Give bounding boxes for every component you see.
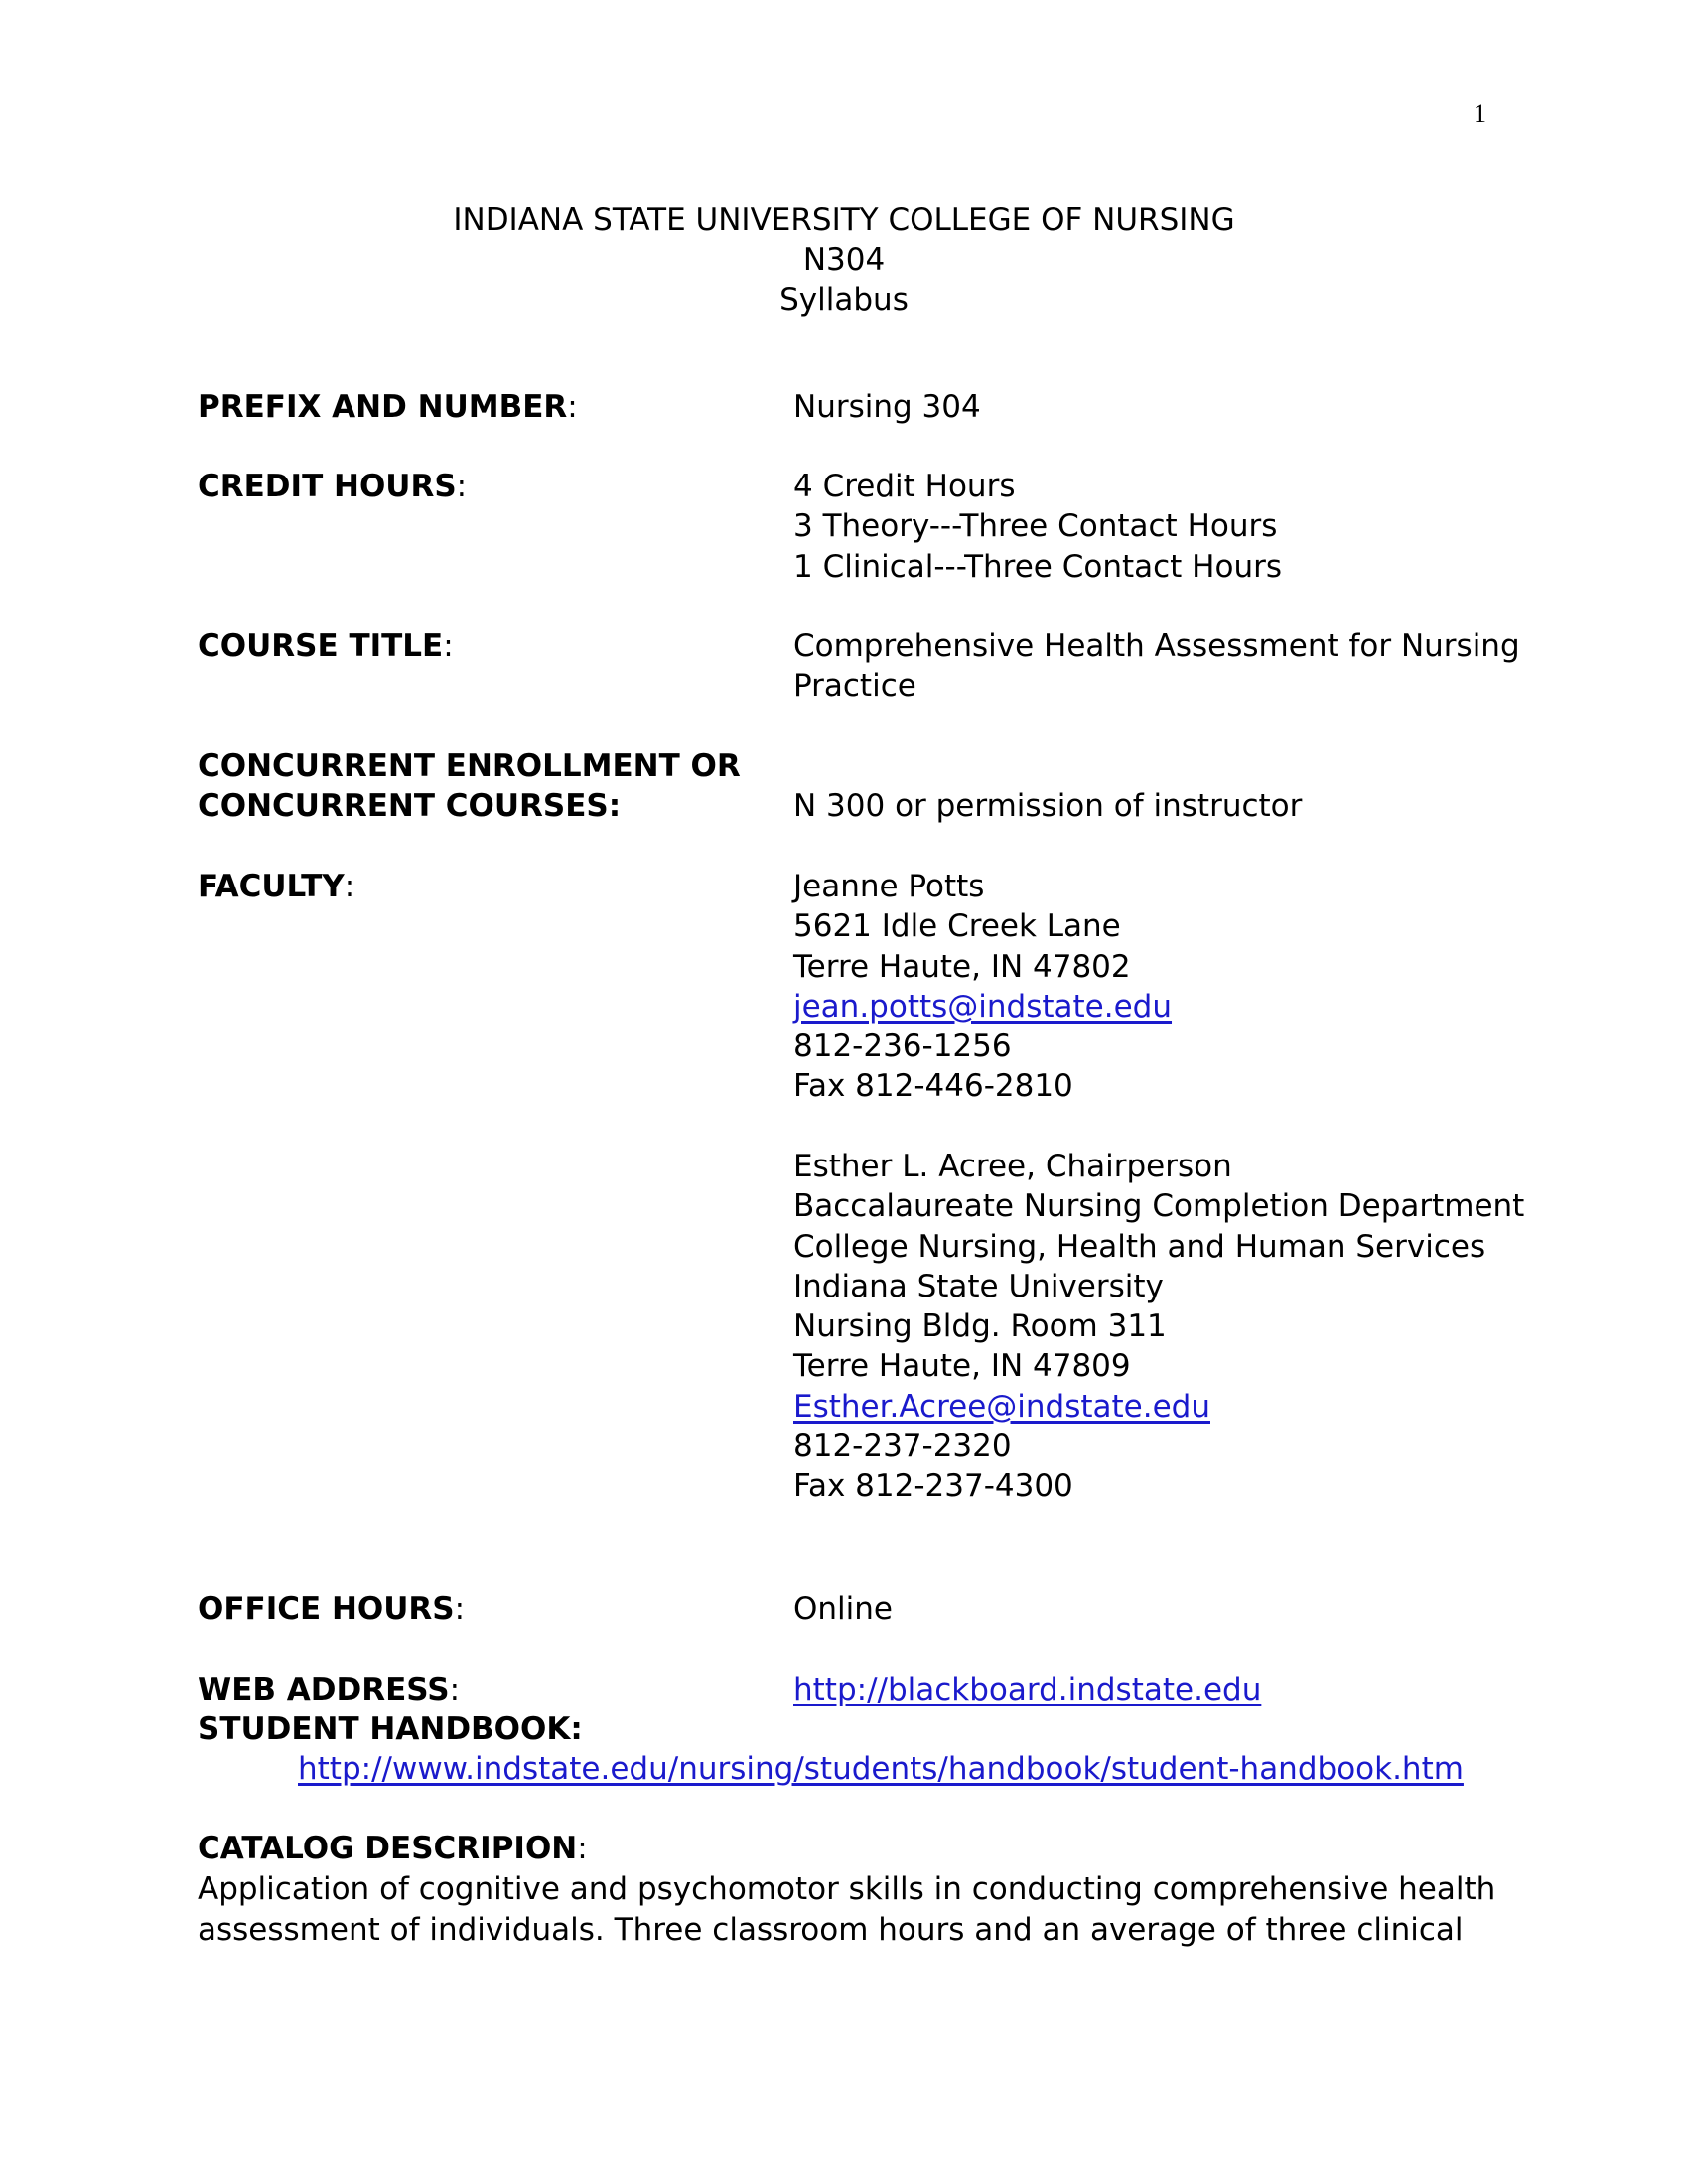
concurrent-label-line: CONCURRENT COURSES:	[198, 788, 622, 825]
course-title-line: Comprehensive Health Assessment for Nursing	[793, 628, 1520, 664]
prefix-value: Nursing 304	[793, 389, 981, 425]
chair-phone: 812-237-2320	[793, 1429, 1012, 1465]
credit-clinical: 1 Clinical---Three Contact Hours	[793, 548, 1283, 585]
web-address-label: WEB ADDRESS:	[198, 1672, 461, 1707]
office-hours-value: Online	[793, 1591, 893, 1627]
credit-total: 4 Credit Hours	[793, 469, 1016, 504]
syllabus-heading: Syllabus	[779, 282, 909, 318]
credit-label: CREDIT HOURS:	[198, 469, 468, 504]
page-number: 1	[1474, 99, 1486, 128]
faculty-name: Jeanne Potts	[793, 869, 985, 904]
faculty-email-link[interactable]: jean.potts@indstate.edu	[793, 988, 1173, 1024]
concurrent-label	[198, 747, 741, 827]
concurrent-label-line: CONCURRENT ENROLLMENT OR	[198, 749, 741, 784]
office-hours-label: OFFICE HOURS:	[198, 1591, 466, 1627]
faculty-fax: Fax 812-446-2810	[793, 1068, 1073, 1105]
prefix-label: PREFIX AND NUMBER:	[198, 389, 578, 425]
course-code-heading: N304	[802, 242, 886, 278]
faculty-phone: 812-236-1256	[793, 1028, 1012, 1065]
catalog-line: assessment of individuals. Three classroom hours and an average of three clinical	[198, 1911, 1464, 1948]
faculty-member-1	[793, 867, 1172, 1107]
student-handbook-link[interactable]: http://www.indstate.edu/nursing/students/handbook/student-handbook.htm	[298, 1751, 1464, 1787]
institution-heading: INDIANA STATE UNIVERSITY COLLEGE OF NURSING	[453, 203, 1235, 238]
chair-department: Baccalaureate Nursing Completion Department	[793, 1188, 1525, 1225]
chair-email-link[interactable]: Esther.Acree@indstate.edu	[793, 1388, 1210, 1425]
student-handbook-url	[298, 1749, 1464, 1789]
chair-university: Indiana State University	[793, 1268, 1164, 1304]
catalog-heading: CATALOG DESCRIPION:	[198, 1831, 588, 1866]
chair-room: Nursing Bldg. Room 311	[793, 1308, 1167, 1345]
course-title-label: COURSE TITLE:	[198, 628, 454, 664]
web-address-value	[793, 1670, 1261, 1709]
document-title	[397, 201, 1291, 320]
chair-name: Esther L. Acree, Chairperson	[793, 1149, 1232, 1184]
credit-theory: 3 Theory---Three Contact Hours	[793, 508, 1278, 545]
chair-city: Terre Haute, IN 47809	[793, 1348, 1131, 1385]
catalog-description	[198, 1869, 1496, 1950]
concurrent-value: N 300 or permission of instructor	[793, 788, 1303, 824]
catalog-line: Application of cognitive and psychomotor skills in conducting comprehensive health	[198, 1871, 1496, 1907]
chair-college: College Nursing, Health and Human Services	[793, 1228, 1486, 1265]
course-title-line: Practice	[793, 668, 916, 705]
course-title-value	[793, 626, 1520, 707]
faculty-member-2	[793, 1147, 1524, 1507]
web-address-link[interactable]: http://blackboard.indstate.edu	[793, 1672, 1262, 1707]
faculty-label: FACULTY:	[198, 869, 355, 904]
chair-fax: Fax 812-237-4300	[793, 1468, 1073, 1505]
faculty-address: 5621 Idle Creek Lane	[793, 908, 1121, 945]
credit-value	[793, 467, 1282, 587]
student-handbook-label: STUDENT HANDBOOK:	[198, 1711, 583, 1747]
faculty-city: Terre Haute, IN 47802	[793, 948, 1131, 985]
